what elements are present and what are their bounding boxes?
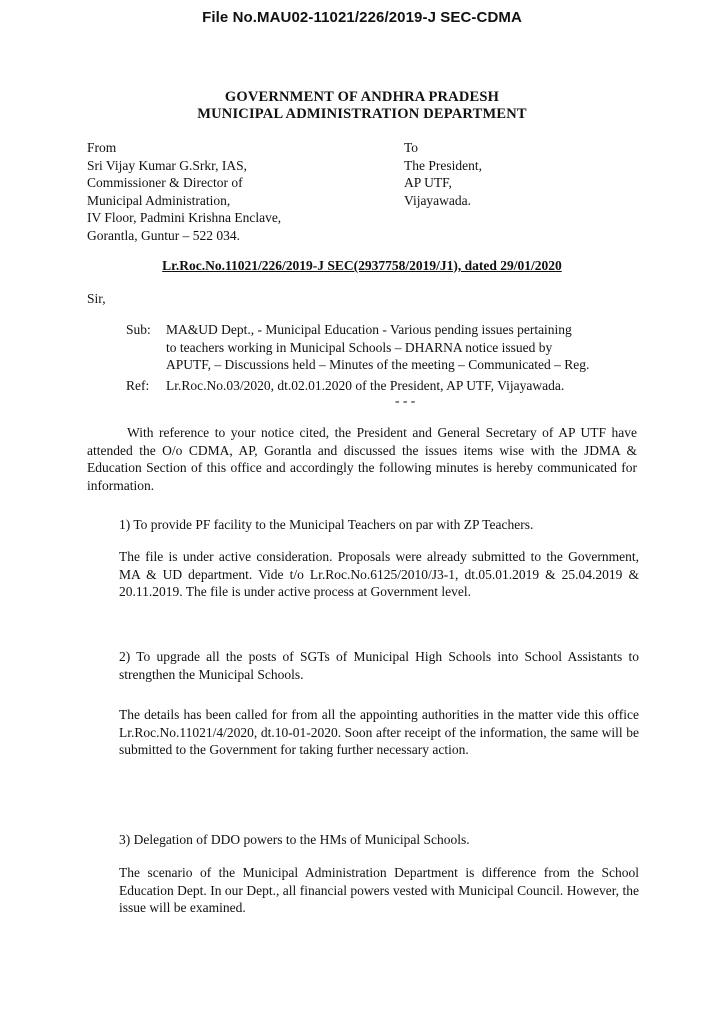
intro-paragraph: With reference to your notice cited, the President and General Secretary of AP UTF have attended the O/o CDMA, AP, Gorantla and discussed the issues items wise with the JDMA & Education Section of this office and accordingly the following minutes is hereby communicated for information.	[87, 425, 637, 493]
from-line: Commissioner & Director of	[87, 175, 243, 190]
to-line: Vijayawada.	[404, 192, 472, 208]
subject-line: APUTF, – Discussions held – Minutes of the meeting – Communicated – Reg.	[166, 357, 590, 372]
to-block	[404, 139, 482, 209]
salutation: Sir,	[87, 291, 106, 306]
from-line: Sri Vijay Kumar G.Srkr, IAS,	[87, 157, 248, 173]
from-label: From	[87, 140, 117, 155]
ref-text: Lr.Roc.No.03/2020, dt.02.01.2020 of the President, AP UTF, Vijayawada.	[166, 378, 565, 393]
item-heading: 1) To provide PF facility to the Municipal Teachers on par with ZP Teachers.	[119, 517, 534, 532]
to-line: AP UTF,	[404, 175, 452, 190]
department-heading: MUNICIPAL ADMINISTRATION DEPARTMENT	[197, 106, 527, 122]
reference-number: Lr.Roc.No.11021/226/2019-J SEC(2937758/2019/J1), dated 29/01/2020	[162, 258, 562, 273]
from-line: IV Floor, Padmini Krishna Enclave,	[87, 210, 282, 225]
ref-block	[126, 377, 564, 395]
subject-line: to teachers working in Municipal Schools – DHARNA notice issued by	[166, 339, 553, 355]
subject-text	[166, 321, 636, 374]
ref-label: Ref:	[126, 378, 150, 393]
item-heading: 2) To upgrade all the posts of SGTs of Municipal High Schools into School Assistants to strengthen the Municipal Schools.	[119, 649, 639, 682]
government-heading: GOVERNMENT OF ANDHRA PRADESH	[224, 89, 500, 105]
subject-line: MA&UD Dept., - Municipal Education - Various pending issues pertaining	[166, 322, 572, 337]
subject-block	[126, 321, 636, 374]
item-body: The file is under active consideration. Proposals were already submitted to the Government, MA & UD department. Vide t/o Lr.Roc.No.6125/2010/J3-1, dt.05.01.2019 & 25.04.2019 & 20.11.2019. The file is under active process at Government level.	[119, 549, 639, 599]
to-label: To	[404, 140, 419, 155]
from-line: Gorantla, Guntur – 522 034.	[87, 227, 240, 243]
from-block	[87, 139, 281, 244]
from-line: Municipal Administration,	[87, 192, 231, 208]
item-body: The details has been called for from all the appointing authorities in the matter vide this office Lr.Roc.No.11021/4/2020, dt.10-01-2020. Soon after receipt of the information, the same will be submitted to the Government for taking further necessary action.	[119, 707, 639, 757]
item-body: The scenario of the Municipal Administration Department is difference from the School Education Dept. In our Dept., all financial powers vested with Municipal Council. However, the issue will be examined.	[119, 865, 639, 915]
file-number: File No.MAU02-11021/226/2019-J SEC-CDMA	[202, 9, 522, 26]
to-line: The President,	[404, 157, 482, 173]
subject-label: Sub:	[126, 322, 151, 337]
ref-divider: - - -	[395, 393, 416, 408]
item-heading: 3) Delegation of DDO powers to the HMs of Municipal Schools.	[119, 832, 470, 847]
